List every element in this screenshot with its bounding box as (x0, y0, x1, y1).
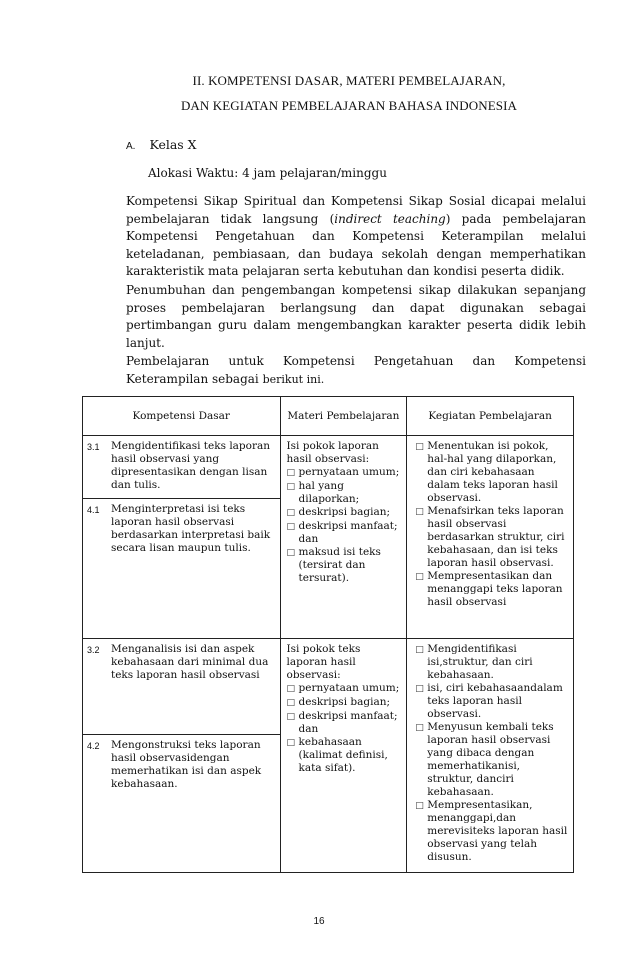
checkbox-icon: □ (286, 712, 296, 722)
kegiatan-item (415, 570, 569, 609)
table-row (83, 639, 574, 735)
kegiatan-item-text: Menentukan isi pokok, hal-hal yang dilaporkan, dan ciri kebahasaan dalam teks laporan hasil observasi. (427, 440, 558, 504)
kd-text: Mengidentifikasi teks laporan hasil observasi yang dipresentasikan dengan lisan dan tulis. (111, 440, 271, 491)
materi-item (287, 480, 403, 506)
kegiatan-item-text: Menafsirkan teks laporan hasil observasi berdasarkan struktur, ciri kebahasaan, dan isi teks laporan hasil observasi. (427, 505, 565, 569)
materi-item (287, 736, 403, 775)
paragraph-3-small: berikut ini. (262, 372, 325, 386)
kd-text: Mengonstruksi teks laporan hasil observasidengan memerhatikan isi dan aspek kebahasaan. (111, 739, 262, 790)
checkbox-icon: □ (415, 723, 424, 733)
header-kompetensi-dasar: Kompetensi Dasar (83, 397, 281, 436)
kegiatan-item-text: isi, ciri kebahasaandalam teks laporan hasil observasi. (427, 682, 563, 720)
checkbox-icon: □ (286, 738, 296, 748)
materi-item (287, 710, 403, 736)
section-label: A. (126, 141, 136, 152)
materi-intro: Isi pokok teks laporan hasil observasi: (286, 643, 361, 681)
kd-number: 3.1 (87, 442, 100, 452)
kd-cell (83, 436, 281, 499)
heading-line-2: DAN KEGIATAN PEMBELAJARAN BAHASA INDONESIA (180, 98, 518, 113)
checkbox-icon: □ (286, 548, 296, 558)
kd-number: 4.2 (87, 741, 100, 751)
checkbox-icon: □ (286, 684, 296, 694)
materi-item (287, 466, 403, 480)
paragraph-1-italic: indirect teaching (334, 211, 446, 226)
materi-item-text: deskripsi bagian; (298, 506, 391, 518)
kegiatan-item-text: Mengidentifikasi isi,struktur, dan ciri kebahasaan. (427, 643, 533, 681)
header-materi: Materi Pembelajaran (280, 397, 407, 436)
kegiatan-item (415, 505, 569, 570)
checkbox-icon: □ (286, 508, 296, 518)
kd-number: 4.1 (87, 505, 100, 515)
checkbox-icon: □ (286, 482, 296, 492)
section-heading (126, 137, 197, 152)
paragraph-3-main: Pembelajaran untuk Kompetensi Pengetahuan dan Kompetensi Keterampilan sebagai (126, 354, 586, 386)
kd-cell (83, 639, 281, 735)
kd-number: 3.2 (87, 645, 100, 655)
checkbox-icon: □ (415, 801, 424, 811)
competency-table (82, 396, 574, 873)
checkbox-icon: □ (415, 442, 424, 452)
kd-cell (83, 499, 281, 639)
checkbox-icon: □ (286, 522, 296, 532)
kegiatan-item (415, 799, 569, 864)
checkbox-icon: □ (286, 468, 296, 478)
kegiatan-item-text: Mempresentasikan dan menanggapi teks laporan hasil observasi (427, 570, 563, 608)
materi-item-text: pernyataan umum; (298, 682, 400, 694)
materi-item-text: maksud isi teks (tersirat dan tersurat). (298, 546, 381, 584)
materi-item (287, 506, 403, 520)
checkbox-icon: □ (415, 572, 424, 582)
kegiatan-item-text: Mempresentasikan, menanggapi,dan merevisiteks laporan hasil observasi yang telah disusun. (427, 799, 568, 863)
materi-item-text: kebahasaan (kalimat definisi, kata sifat). (298, 736, 388, 774)
materi-item (287, 520, 403, 546)
materi-cell (280, 639, 407, 873)
paragraph-1-part-a: Kompetensi Sikap Spiritual dan Kompetensi Sikap Sosial dicapai melalui pembelajaran tidak langsung ( (126, 194, 586, 226)
kegiatan-item (415, 643, 569, 682)
materi-cell (280, 436, 407, 639)
kegiatan-cell (407, 639, 574, 873)
kegiatan-item (415, 440, 569, 505)
checkbox-icon: □ (415, 645, 424, 655)
materi-item (287, 682, 403, 696)
kd-text: Menginterpretasi isi teks laporan hasil observasi berdasarkan interpretasi baik secara lisan maupun tulis. (111, 503, 271, 554)
materi-item-text: hal yang dilaporkan; (298, 480, 360, 505)
checkbox-icon: □ (415, 684, 424, 694)
header-kegiatan: Kegiatan Pembelajaran (407, 397, 574, 436)
section-title: Kelas X (149, 137, 197, 152)
materi-intro: Isi pokok laporan hasil observasi: (286, 440, 379, 465)
paragraph-3 (126, 353, 586, 388)
paragraph-2: Penumbuhan dan pengembangan kompetensi sikap dilakukan sepanjang proses pembelajaran berlangsung dan dapat digunakan sebagai pertimbangan guru dalam mengembangkan karakter peserta didik lebih lanjut. (126, 283, 586, 350)
table-header-row (83, 397, 574, 436)
paragraph-1 (126, 193, 586, 281)
paragraph-1-part-b: ) pada pembelajaran Kompetensi Pengetahuan dan Kompetensi Keterampilan melalui keteladanan, pembiasaan, dan budaya sekolah dengan memperhatikan karakteristik mata pelajaran serta kebutuhan dan kondisi peserta didik. (126, 211, 586, 278)
alokasi-waktu: Alokasi Waktu: 4 jam pelajaran/minggu (148, 166, 387, 180)
kd-text: Menganalisis isi dan aspek kebahasaan dari minimal dua teks laporan hasil observasi (111, 643, 269, 681)
kegiatan-cell (407, 436, 574, 639)
kd-cell (83, 735, 281, 873)
table-row (83, 436, 574, 499)
heading-line-1: II. KOMPETENSI DASAR, MATERI PEMBELAJARAN, (192, 73, 506, 88)
kegiatan-item (415, 721, 569, 799)
materi-item-text: deskripsi manfaat; dan (298, 520, 398, 545)
materi-item-text: deskripsi bagian; (298, 696, 391, 708)
checkbox-icon: □ (415, 507, 424, 517)
materi-item-text: deskripsi manfaat; dan (298, 710, 398, 735)
page-number: 16 (313, 916, 325, 927)
checkbox-icon: □ (286, 698, 296, 708)
kegiatan-item (415, 682, 569, 721)
materi-item (287, 696, 403, 710)
materi-item-text: pernyataan umum; (298, 466, 400, 478)
materi-item (287, 546, 403, 585)
kegiatan-item-text: Menyusun kembali teks laporan hasil observasi yang dibaca dengan memerhatikanisi, struktur, danciri kebahasaan. (427, 721, 554, 798)
